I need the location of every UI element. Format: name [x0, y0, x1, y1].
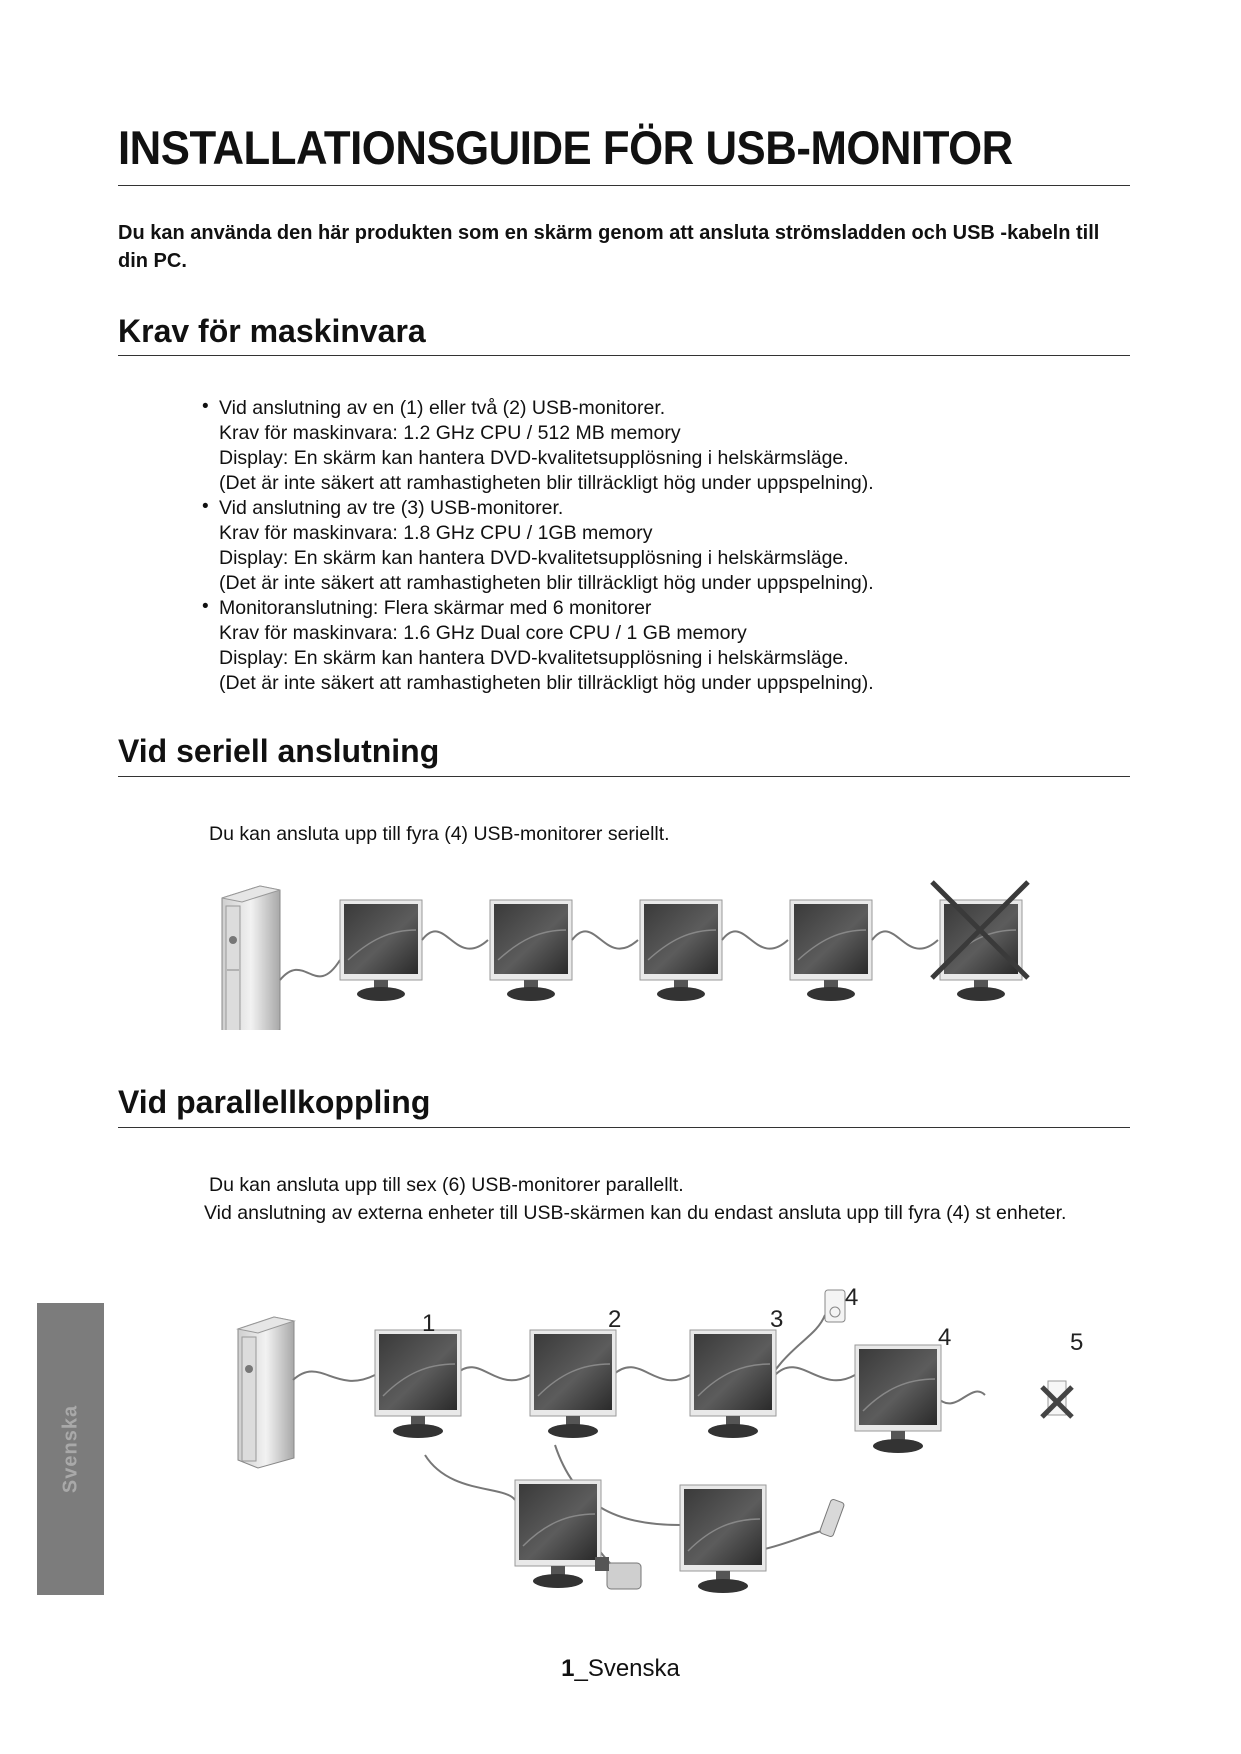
hardware-requirements-list: [202, 396, 1102, 696]
parallel-text-line2: Vid anslutning av externa enheter till USB-skärmen kan du endast ansluta upp till fyra (4) st enheter.: [204, 1202, 1067, 1224]
monitor-icon: [940, 900, 1022, 1001]
diagram-label: 5: [1070, 1329, 1084, 1356]
requirement-item: [202, 496, 1102, 596]
camcorder-icon: [595, 1557, 641, 1589]
requirement-line: Krav för maskinvara: 1.2 GHz CPU / 512 MB memory: [219, 422, 681, 444]
parallel-heading: Vid parallellkoppling: [118, 1084, 431, 1120]
requirement-line: Vid anslutning av tre (3) USB-monitorer.: [219, 497, 564, 519]
requirement-line: Krav för maskinvara: 1.6 GHz Dual core CPU / 1 GB memory: [219, 622, 747, 644]
language-tab-label: Svenska: [59, 1404, 81, 1494]
diagram-label: 1: [422, 1310, 436, 1337]
requirement-line: (Det är inte säkert att ramhastigheten blir tillräckligt hög under uppspelning).: [219, 472, 874, 494]
monitor-icon: [515, 1480, 601, 1588]
page-title: INSTALLATIONSGUIDE FÖR USB-MONITOR: [118, 121, 1013, 174]
requirement-line: Display: En skärm kan hantera DVD-kvalitetsupplösning i helskärmsläge.: [219, 447, 849, 469]
computer-icon: [222, 886, 280, 1030]
intro-text: Du kan använda den här produkten som en skärm genom att ansluta strömsladden och USB -kabeln till din PC.: [118, 222, 1100, 272]
hardware-heading: Krav för maskinvara: [118, 313, 426, 349]
serial-heading: Vid seriell anslutning: [118, 733, 440, 769]
serial-divider: [118, 776, 1130, 777]
diagram-label: 2: [608, 1306, 622, 1333]
requirement-line: Display: En skärm kan hantera DVD-kvalitetsupplösning i helskärmsläge.: [219, 547, 849, 569]
monitor-icon: [680, 1485, 766, 1593]
requirement-line: Krav för maskinvara: 1.8 GHz CPU / 1GB memory: [219, 522, 653, 544]
monitor-icon: [530, 1330, 616, 1438]
serial-connection-diagram: [210, 860, 1110, 1030]
language-tab: [37, 1303, 104, 1595]
monitor-icon: [490, 900, 572, 1001]
mobile-phone-icon: [819, 1499, 844, 1538]
requirement-line: Monitoranslutning: Flera skärmar med 6 monitorer: [219, 597, 652, 619]
monitor-icon: [340, 900, 422, 1001]
requirement-line: Vid anslutning av en (1) eller två (2) USB-monitorer.: [219, 397, 666, 419]
parallel-text-line1: Du kan ansluta upp till sex (6) USB-monitorer parallellt.: [209, 1174, 684, 1196]
hardware-divider: [118, 355, 1130, 356]
requirement-line: Display: En skärm kan hantera DVD-kvalitetsupplösning i helskärmsläge.: [219, 647, 849, 669]
requirement-line: (Det är inte säkert att ramhastigheten blir tillräckligt hög under uppspelning).: [219, 672, 874, 694]
requirement-item: [202, 596, 1102, 696]
bullet-icon: •: [202, 496, 209, 517]
page-number: 1: [561, 1655, 575, 1682]
requirement-item: [202, 396, 1102, 496]
monitor-icon: [790, 900, 872, 1001]
footer-language: _Svenska: [574, 1655, 680, 1682]
title-divider: [118, 185, 1130, 186]
diagram-label: 3: [770, 1306, 784, 1333]
bullet-icon: •: [202, 396, 209, 417]
requirement-line: (Det är inte säkert att ramhastigheten blir tillräckligt hög under uppspelning).: [219, 572, 874, 594]
monitor-icon: [640, 900, 722, 1001]
parallel-divider: [118, 1127, 1130, 1128]
monitor-icon: [690, 1330, 776, 1438]
diagram-label: 4: [938, 1324, 952, 1351]
page-footer: [0, 1655, 1241, 1683]
diagram-label: 4: [845, 1285, 859, 1311]
computer-icon: [238, 1317, 294, 1468]
parallel-connection-diagram: [225, 1285, 1105, 1615]
monitor-icon: [855, 1345, 941, 1453]
bullet-icon: •: [202, 596, 209, 617]
music-player-icon: [825, 1290, 845, 1322]
serial-text: Du kan ansluta upp till fyra (4) USB-monitorer seriellt.: [209, 823, 670, 845]
monitor-icon: [375, 1330, 461, 1438]
